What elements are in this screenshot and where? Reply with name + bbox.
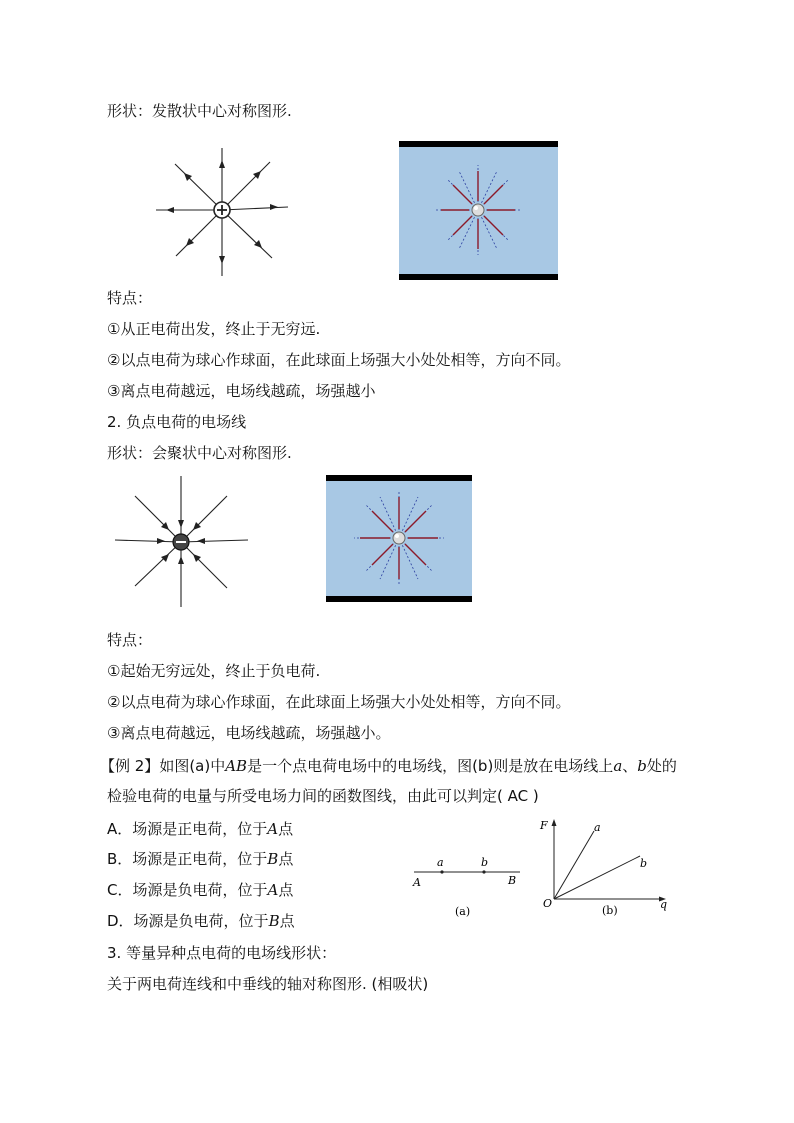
feature-negative-2: ②以点电荷为球心作球面，在此球面上场强大小处处相等，方向不同。 [107, 693, 571, 711]
shape-positive-text: 形状：发散状中心对称图形. [107, 102, 292, 120]
negative-charge-simulation-image [326, 475, 472, 602]
fig-b-label-q: q [660, 898, 668, 911]
section3-text: 关于两电荷连线和中垂线的轴对称图形. (相吸状) [107, 975, 429, 993]
feature-positive-2: ②以点电荷为球心作球面，在此球面上场强大小处处相等，方向不同。 [107, 351, 571, 369]
shape-negative-text: 形状：会聚状中心对称图形. [107, 444, 292, 462]
features-title-negative: 特点： [107, 631, 153, 649]
negative-charge-field-diagram [113, 474, 251, 610]
fig-a-label-a: a [437, 856, 444, 869]
feature-positive-3: ③离点电荷越远，电场线越疏，场强越小 [107, 382, 376, 400]
fig-a-caption: (a) [455, 905, 471, 918]
example-text-1: 如图(a)中 [159, 757, 226, 775]
example-point-b: b [637, 757, 647, 775]
example-question-line2: 检验电荷的电量与所受电场力间的函数图线，由此可以判定( AC ) [107, 787, 539, 805]
fig-a-label-A: A [413, 876, 421, 889]
example-label: 【例 2】 [100, 757, 160, 775]
example-text-3: 处的 [646, 757, 677, 775]
fig-b-label-O: O [543, 897, 553, 910]
example-ab: AB [225, 757, 248, 775]
option-a: A．场源是正电荷，位于A点 [107, 820, 294, 838]
section3-heading: 3. 等量异种点电荷的电场线形状： [107, 944, 337, 962]
features-title-positive: 特点： [107, 289, 153, 307]
section2-heading: 2. 负点电荷的电场线 [107, 413, 247, 431]
fig-b-caption: (b) [602, 904, 618, 917]
feature-negative-3: ③离点电荷越远，电场线越疏，场强越小。 [107, 724, 391, 742]
option-d: D．场源是负电荷，位于B点 [107, 912, 295, 930]
feature-negative-1: ①起始无穷远处，终止于负电荷. [107, 662, 321, 680]
fig-b-label-F: F [540, 819, 548, 832]
feature-positive-1: ①从正电荷出发，终止于无穷远. [107, 320, 321, 338]
figure-a-field-line [408, 850, 530, 920]
fig-b-label-b: b [640, 857, 648, 870]
example-question-line1 [100, 756, 677, 776]
figure-b-f-q-graph [536, 815, 672, 920]
example-text-2: 是一个点电荷电场中的电场线，图(b)则是放在电场线上 [247, 757, 614, 775]
example-point-a: a [613, 757, 623, 775]
example-sep: 、 [622, 757, 638, 775]
fig-a-label-b: b [481, 856, 489, 869]
option-b: B．场源是正电荷，位于B点 [107, 850, 294, 868]
option-c: C．场源是负电荷，位于A点 [107, 881, 294, 899]
positive-charge-field-diagram [150, 142, 295, 282]
fig-a-label-B: B [508, 874, 517, 887]
fig-b-label-a: a [594, 821, 601, 834]
positive-charge-simulation-image [399, 141, 558, 280]
